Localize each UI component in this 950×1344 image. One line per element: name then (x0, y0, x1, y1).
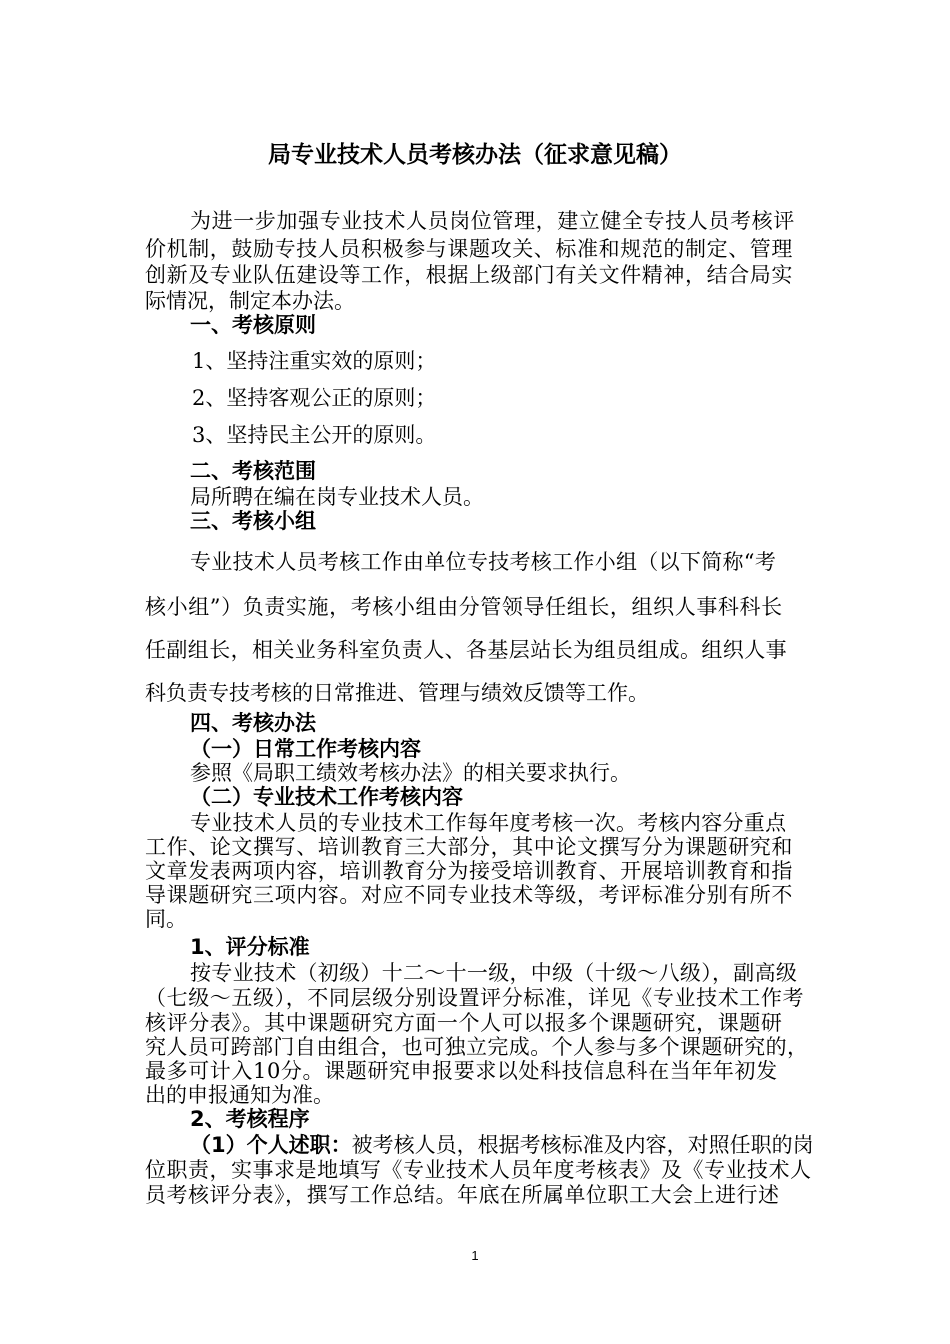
intro-line-4: 际情况，制定本办法。 (145, 289, 355, 313)
daily-work-text: 参照《局职工绩效考核办法》的相关要求执行。 (190, 761, 631, 785)
technical-line-2: 工作、论文撰写、培训教育三大部分，其中论文撰写分为课题研究和 (145, 835, 793, 859)
document-title: 局专业技术人员考核办法（征求意见稿） (268, 142, 682, 168)
scoring-line-4: 究人员可跨部门自由组合，也可独立完成。个人参与多个课题研究的， (145, 1035, 809, 1059)
procedure-line-2: 位职责，实事求是地填写《专业技术人员年度考核表》及《专业技术人 (145, 1158, 812, 1182)
principle-item-1: 1、坚持注重实效的原则； (192, 349, 437, 373)
principle-item-3: 3、坚持民主公开的原则。 (192, 423, 437, 447)
subheading-scoring: 1、评分标准 (190, 935, 310, 959)
technical-line-5: 同。 (145, 907, 187, 931)
technical-line-4: 导课题研究三项内容。对应不同专业技术等级，考评标准分别有所不 (145, 883, 793, 907)
section-heading-methods: 四、考核办法 (190, 711, 316, 735)
group-line-3: 任副组长，相关业务科室负责人、各基层站长为组员组成。组织人事 (145, 638, 787, 662)
personal-report-text: 被考核人员，根据考核标准及内容，对照任职的岗 (351, 1133, 814, 1157)
subheading-technical-work: （二）专业技术工作考核内容 (190, 785, 463, 809)
personal-report-label: （1）个人述职： (190, 1133, 352, 1157)
group-line-4: 科负责专技考核的日常推进、管理与绩效反馈等工作。 (145, 681, 649, 705)
group-line-2: 核小组”）负责实施，考核小组由分管领导任组长，组织人事科科长 (145, 595, 783, 619)
principle-item-2: 2、坚持客观公正的原则； (192, 386, 437, 410)
section-heading-group: 三、考核小组 (190, 509, 316, 533)
procedure-line-1 (190, 1132, 814, 1158)
scoring-line-6: 出的申报通知为准。 (145, 1083, 334, 1107)
scoring-line-5: 最多可计入10分。课题研究申报要求以处科技信息科在当年年初发 (145, 1059, 778, 1083)
subheading-procedure: 2、考核程序 (190, 1107, 310, 1131)
page-number: 1 (471, 1248, 479, 1263)
scoring-line-3: 核评分表》。其中课题研究方面一个人可以报多个课题研究，课题研 (145, 1011, 783, 1035)
group-line-1: 专业技术人员考核工作由单位专技考核工作小组（以下简称“考 (190, 550, 777, 574)
scoring-line-1: 按专业技术（初级）十二～十一级，中级（十级～八级），副高级 (190, 961, 798, 985)
intro-line-1: 为进一步加强专业技术人员岗位管理，建立健全专技人员考核评 (190, 209, 795, 233)
technical-line-1: 专业技术人员的专业技术工作每年度考核一次。考核内容分重点 (190, 811, 787, 835)
technical-line-3: 文章发表两项内容，培训教育分为接受培训教育、开展培训教育和指 (145, 859, 793, 883)
section-heading-scope: 二、考核范围 (190, 459, 316, 483)
intro-line-3: 创新及专业队伍建设等工作，根据上级部门有关文件精神，结合局实 (145, 263, 793, 287)
scoring-line-2: （七级～五级），不同层级分别设置评分标准，详见《专业技术工作考 (145, 986, 805, 1010)
subheading-daily-work: （一）日常工作考核内容 (190, 737, 421, 761)
procedure-line-3: 员考核评分表》，撰写工作总结。年底在所属单位职工大会上进行述 (145, 1183, 780, 1207)
scope-text: 局所聘在编在岗专业技术人员。 (190, 485, 484, 509)
intro-line-2: 价机制，鼓励专技人员积极参与课题攻关、标准和规范的制定、管理 (145, 237, 793, 261)
section-heading-principles: 一、考核原则 (190, 313, 316, 337)
